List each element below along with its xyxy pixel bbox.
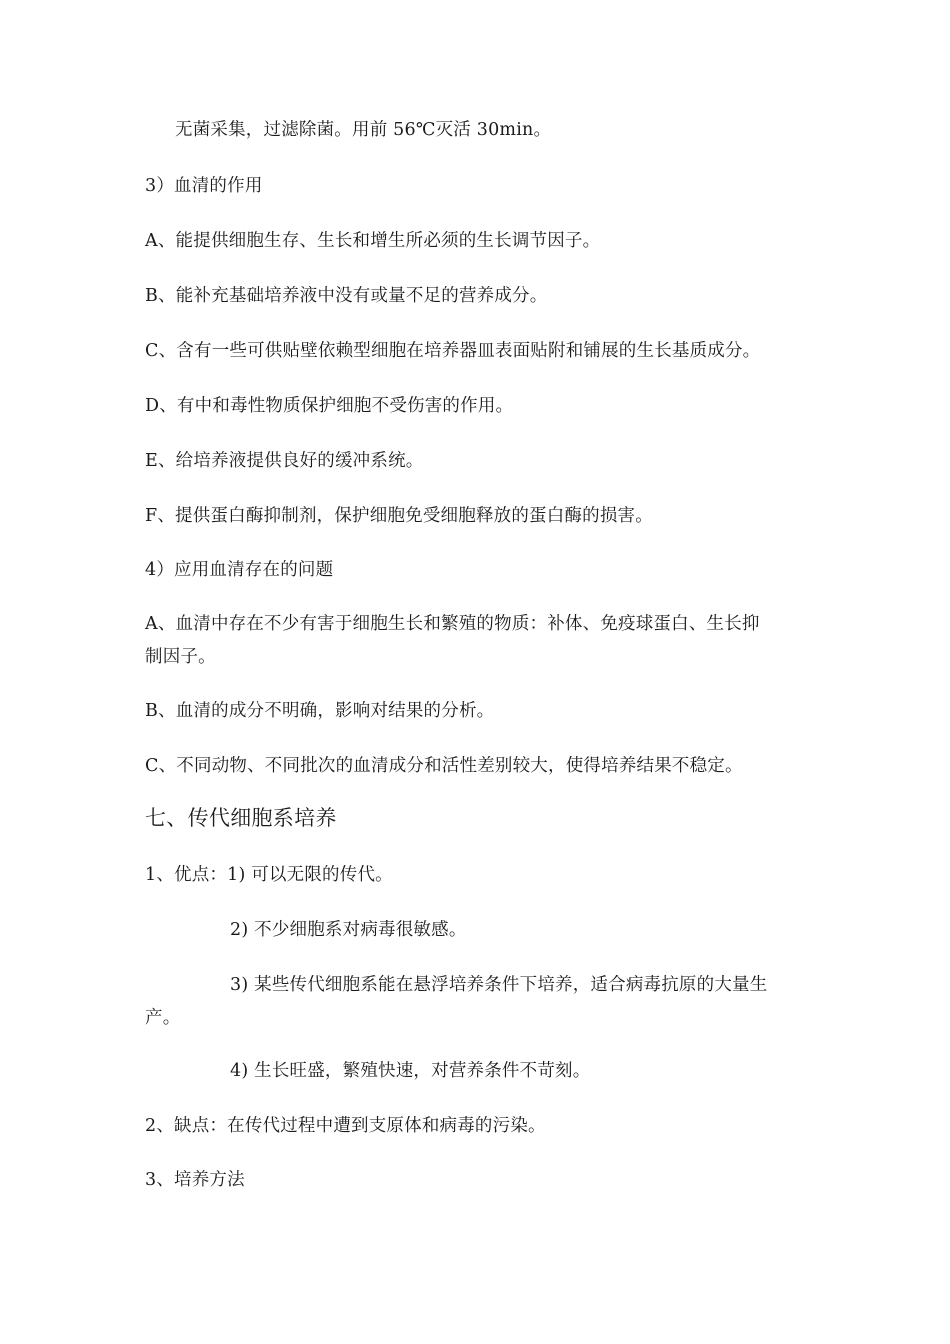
subsection-title: 4）应用血清存在的问题 <box>145 560 334 580</box>
list-item: F、提供蛋白酶抑制剂，保护细胞免受细胞释放的蛋白酶的损害。 <box>145 506 653 526</box>
list-item-continuation: 制因子。 <box>145 647 216 667</box>
list-item: 4) 生长旺盛，繁殖快速，对营养条件不苛刻。 <box>230 1061 591 1081</box>
list-item: 2、缺点：在传代过程中遭到支原体和病毒的污染。 <box>145 1116 546 1136</box>
text-line: 无菌采集，过滤除菌。用前 56℃灭活 30min。 <box>175 120 552 140</box>
list-item: D、有中和毒性物质保护细胞不受伤害的作用。 <box>145 396 514 416</box>
list-item: A、能提供细胞生存、生长和增生所必须的生长调节因子。 <box>145 231 601 251</box>
list-item: 3) 某些传代细胞系能在悬浮培养条件下培养，适合病毒抗原的大量生 <box>230 975 768 995</box>
list-item: C、不同动物、不同批次的血清成分和活性差别较大，使得培养结果不稳定。 <box>145 756 743 776</box>
list-item-continuation: 产。 <box>145 1008 181 1028</box>
list-item: E、给培养液提供良好的缓冲系统。 <box>145 451 424 471</box>
list-item: B、血清的成分不明确，影响对结果的分析。 <box>145 701 495 721</box>
list-item: C、含有一些可供贴壁依赖型细胞在培养器皿表面贴附和铺展的生长基质成分。 <box>145 341 761 361</box>
list-item: 2) 不少细胞系对病毒很敏感。 <box>230 920 467 940</box>
list-item: B、能补充基础培养液中没有或量不足的营养成分。 <box>145 286 548 306</box>
list-item: A、血清中存在不少有害于细胞生长和繁殖的物质：补体、免疫球蛋白、生长抑 <box>145 614 760 634</box>
list-item: 1、优点：1) 可以无限的传代。 <box>145 865 393 885</box>
section-heading: 七、传代细胞系培养 <box>145 806 337 830</box>
subsection-title: 3）血清的作用 <box>145 176 263 196</box>
list-item: 3、培养方法 <box>145 1170 245 1190</box>
